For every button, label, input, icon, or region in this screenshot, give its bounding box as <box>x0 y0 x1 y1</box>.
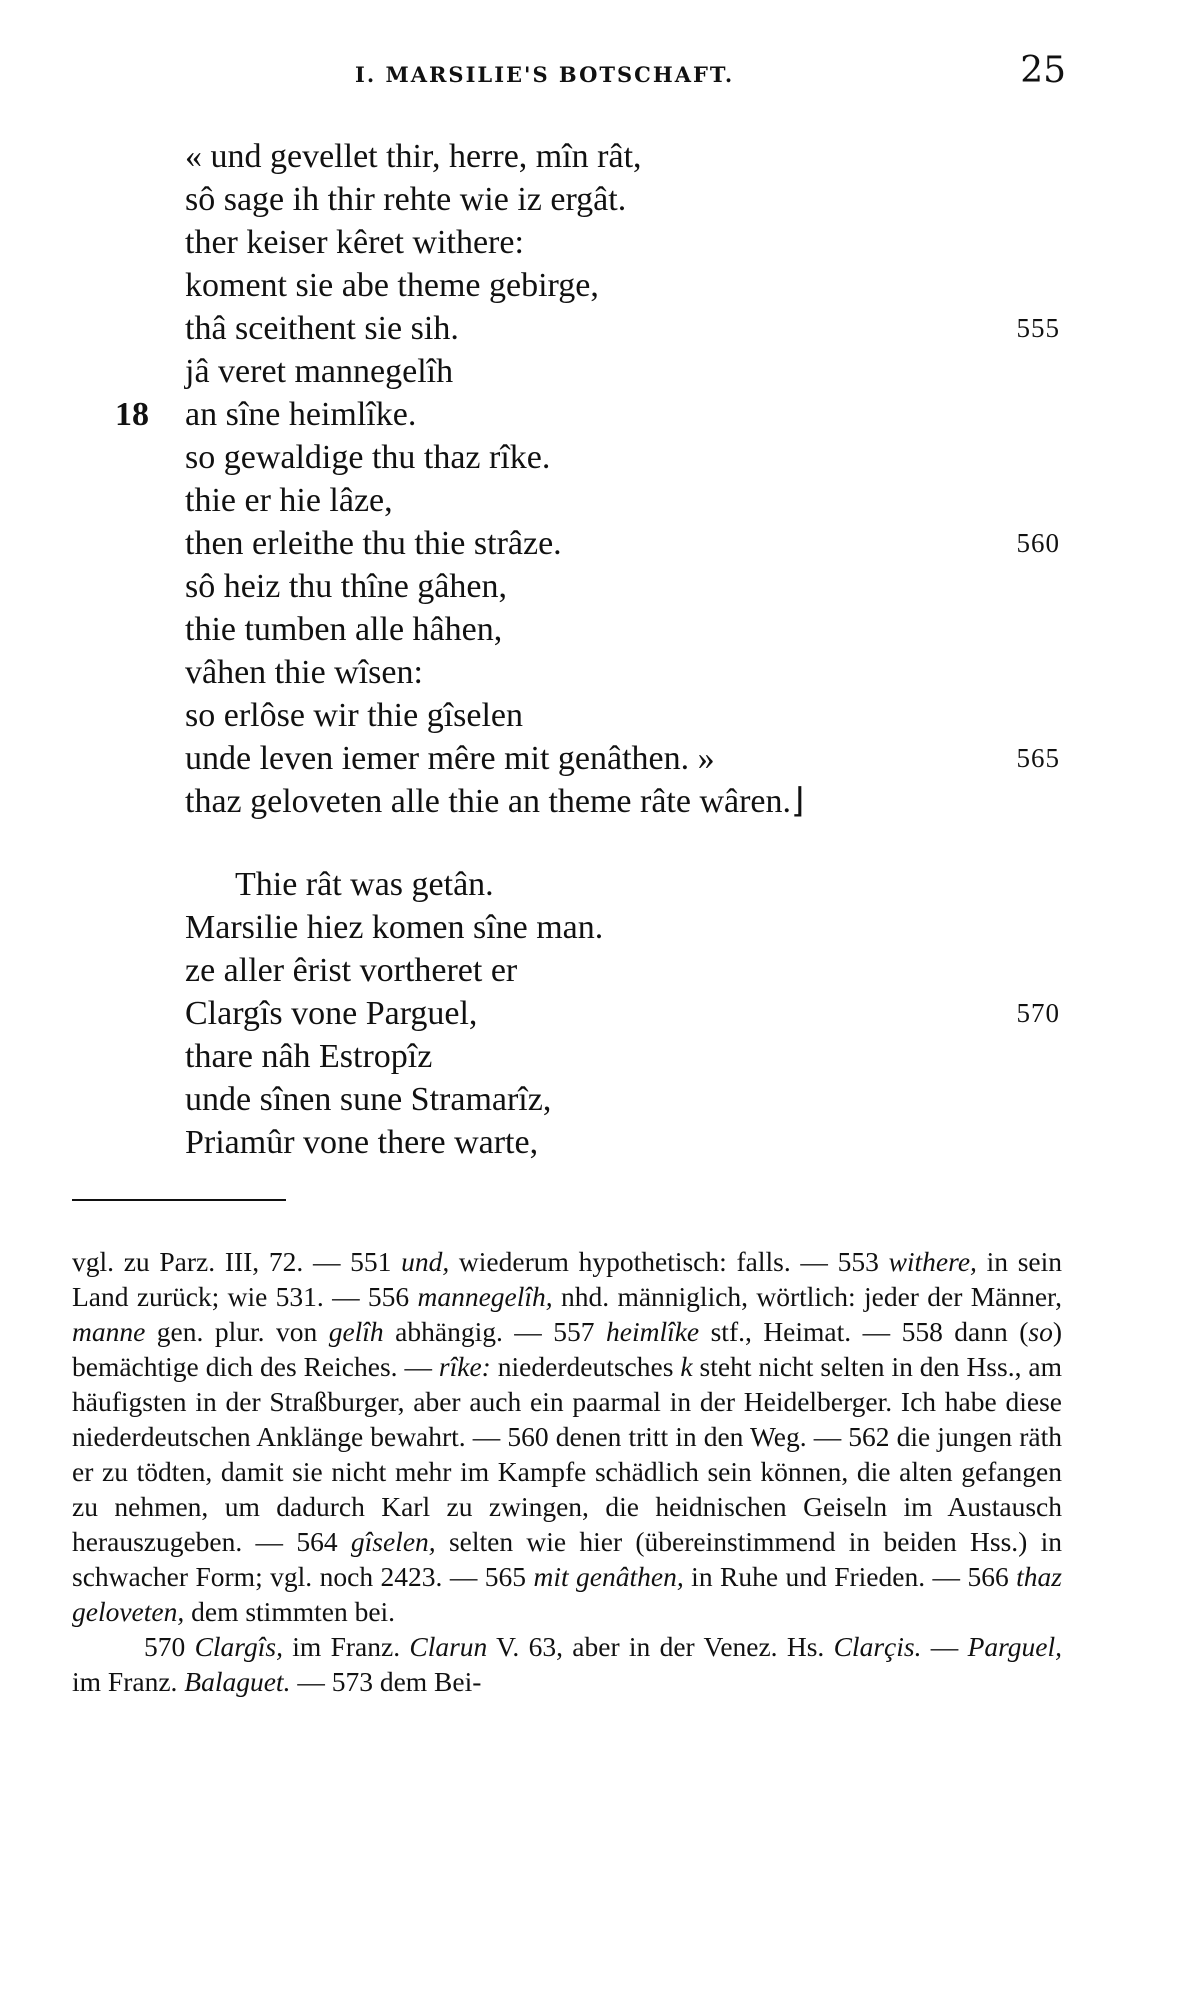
verse-text: Priamûr vone there warte, <box>185 1124 539 1161</box>
footnote-rule <box>72 1199 286 1201</box>
verse-text: ze aller êrist vortheret er <box>185 952 518 989</box>
footnote-italic-term: Clarun <box>409 1631 488 1662</box>
verse-block <box>115 135 1065 1164</box>
verse-text: « und gevellet thir, herre, mîn rât, <box>185 138 642 175</box>
verse-text: vâhen thie wîsen: <box>185 654 423 691</box>
verse-line <box>185 1078 1065 1121</box>
footnote-text: abhängig. — 557 <box>383 1316 606 1347</box>
footnote-italic-term: gîselen, <box>350 1526 436 1557</box>
verse-line <box>185 264 1065 307</box>
footnote-text: in Ruhe und Frieden. — 566 <box>683 1561 1017 1592</box>
verse-line <box>185 1035 1065 1078</box>
verse-line <box>185 135 1065 178</box>
verse-line <box>185 992 1065 1035</box>
footnote-text: V. 63, aber in der Venez. Hs. <box>487 1631 834 1662</box>
footnote-text: in sein Land zurück; wie 531. — 556 <box>72 1246 1062 1312</box>
verse-line <box>185 479 1065 522</box>
footnote-italic-term: mannegelîh, <box>417 1281 553 1312</box>
footnote-text: 570 <box>144 1631 195 1662</box>
footnote-text: — <box>921 1631 968 1662</box>
verse-text: sô sage ih thir rehte wie iz ergât. <box>185 181 627 218</box>
verse-line <box>185 307 1065 350</box>
verse-line <box>185 694 1065 737</box>
stanza-gap <box>185 823 1065 863</box>
footnotes <box>72 1244 1062 1699</box>
footnote-italic-term: mit genâthen, <box>533 1561 684 1592</box>
footnote-text: wiederum hypothetisch: falls. — 553 <box>449 1246 889 1277</box>
page-number: 25 <box>1020 50 1066 91</box>
page-header <box>0 50 1203 90</box>
verse-line <box>185 608 1065 651</box>
verse-text: thaz geloveten alle thie an theme râte wâren.⌋ <box>185 783 805 820</box>
footnote-text: stf., Heimat. — 558 dann ( <box>699 1316 1029 1347</box>
footnote-text: gen. plur. von <box>145 1316 329 1347</box>
verse-text: Marsilie hiez komen sîne man. <box>185 909 604 946</box>
verse-line <box>185 1121 1065 1164</box>
footnote-italic-term: manne <box>72 1316 146 1347</box>
line-number: 560 <box>1016 528 1060 558</box>
verse-text: koment sie abe theme gebirge, <box>185 267 599 304</box>
verse-text: Thie rât was getân. <box>235 866 494 903</box>
verse-text: thie er hie lâze, <box>185 482 393 519</box>
footnote-italic-term: heimlîke <box>605 1316 700 1347</box>
footnote-italic-term: rîke: <box>438 1351 491 1382</box>
footnote-italic-term: gelîh <box>328 1316 384 1347</box>
footnote-text: vgl. zu Parz. III, 72. — 551 <box>72 1246 402 1277</box>
verse-line <box>185 906 1065 949</box>
verse-text: thie tumben alle hâhen, <box>185 611 503 648</box>
verse-text: thare nâh Estropîz <box>185 1038 433 1075</box>
footnote-paragraph-1 <box>72 1244 1062 1629</box>
footnote-italic-term: k <box>680 1351 693 1382</box>
verse-text: ther keiser kêret withere: <box>185 224 524 261</box>
verse-line <box>185 221 1065 264</box>
margin-folio-number: 18 <box>115 396 149 433</box>
verse-text: so erlôse wir thie gîselen <box>185 697 524 734</box>
verse-text: then erleithe thu thie strâze. <box>185 525 562 562</box>
footnote-italic-term: Parguel, <box>967 1631 1063 1662</box>
verse-line <box>185 436 1065 479</box>
footnote-text: — 573 dem Bei- <box>290 1666 482 1697</box>
footnote-text: ) bemächtige dich des Reiches. — <box>72 1316 1062 1382</box>
verse-line <box>185 780 1065 823</box>
footnote-paragraph-2 <box>72 1629 1062 1699</box>
verse-text: thâ sceithent sie sih. <box>185 310 459 347</box>
footnote-italic-term: Balaguet. <box>184 1666 291 1697</box>
verse-line <box>185 651 1065 694</box>
footnote-italic-term: so <box>1028 1316 1053 1347</box>
footnote-text: im Franz. <box>282 1631 410 1662</box>
verse-line <box>185 863 1065 906</box>
verse-text: so gewaldige thu thaz rîke. <box>185 439 551 476</box>
line-number: 565 <box>1016 743 1060 773</box>
verse-line <box>185 949 1065 992</box>
footnote-italic-term: Clarçis. <box>833 1631 922 1662</box>
verse-text: Clargîs vone Parguel, <box>185 995 478 1032</box>
footnote-text: niederdeutsches <box>490 1351 681 1382</box>
verse-line <box>185 565 1065 608</box>
footnote-text: nhd. männiglich, wörtlich: jeder der Männer, <box>552 1281 1062 1312</box>
footnote-italic-term: Clargîs, <box>194 1631 283 1662</box>
footnote-italic-term: und, <box>401 1246 450 1277</box>
verse-text: sô heiz thu thîne gâhen, <box>185 568 507 605</box>
verse-line <box>185 178 1065 221</box>
footnote-italic-term: withere, <box>888 1246 977 1277</box>
verse-text: jâ veret mannegelîh <box>185 353 454 390</box>
verse-stanza-1 <box>115 135 1065 823</box>
verse-stanza-2 <box>185 863 1065 1164</box>
line-number: 570 <box>1016 998 1060 1028</box>
verse-text: unde sînen sune Stramarîz, <box>185 1081 552 1118</box>
verse-text: an sîne heimlîke. <box>185 396 417 433</box>
verse-line <box>185 522 1065 565</box>
footnote-text: im Franz. <box>72 1666 185 1697</box>
footnote-italic-term: thaz geloveten, <box>72 1561 1062 1627</box>
footnote-text: dem stimmten bei. <box>184 1596 396 1627</box>
line-number: 555 <box>1016 313 1060 343</box>
verse-line <box>185 350 1065 393</box>
verse-line <box>185 737 1065 780</box>
footnote-text: selten wie hier (übereinstimmend in beiden Hss.) in schwacher Form; vgl. noch 2423. — 565 <box>72 1526 1062 1592</box>
footnote-text: steht nicht selten in den Hss., am häufigsten in der Straßburger, aber auch ein paarmal in der Heidelberger. Ich habe diese niederdeutschen Anklänge bewahrt. — 560 denen tritt in den Weg. — 562 die jungen räth er zu tödten, damit sie nicht mehr im Kampfe schädlich sein können, die alten gefangen zu nehmen, um dadurch Karl zu zwingen, die heidnischen Geiseln im Austausch herauszugeben. — 564 <box>72 1351 1063 1557</box>
verse-text: unde leven iemer mêre mit genâthen. » <box>185 740 715 777</box>
verse-line <box>115 393 1065 436</box>
running-title: I. MARSILIE'S BOTSCHAFT. <box>355 62 735 87</box>
